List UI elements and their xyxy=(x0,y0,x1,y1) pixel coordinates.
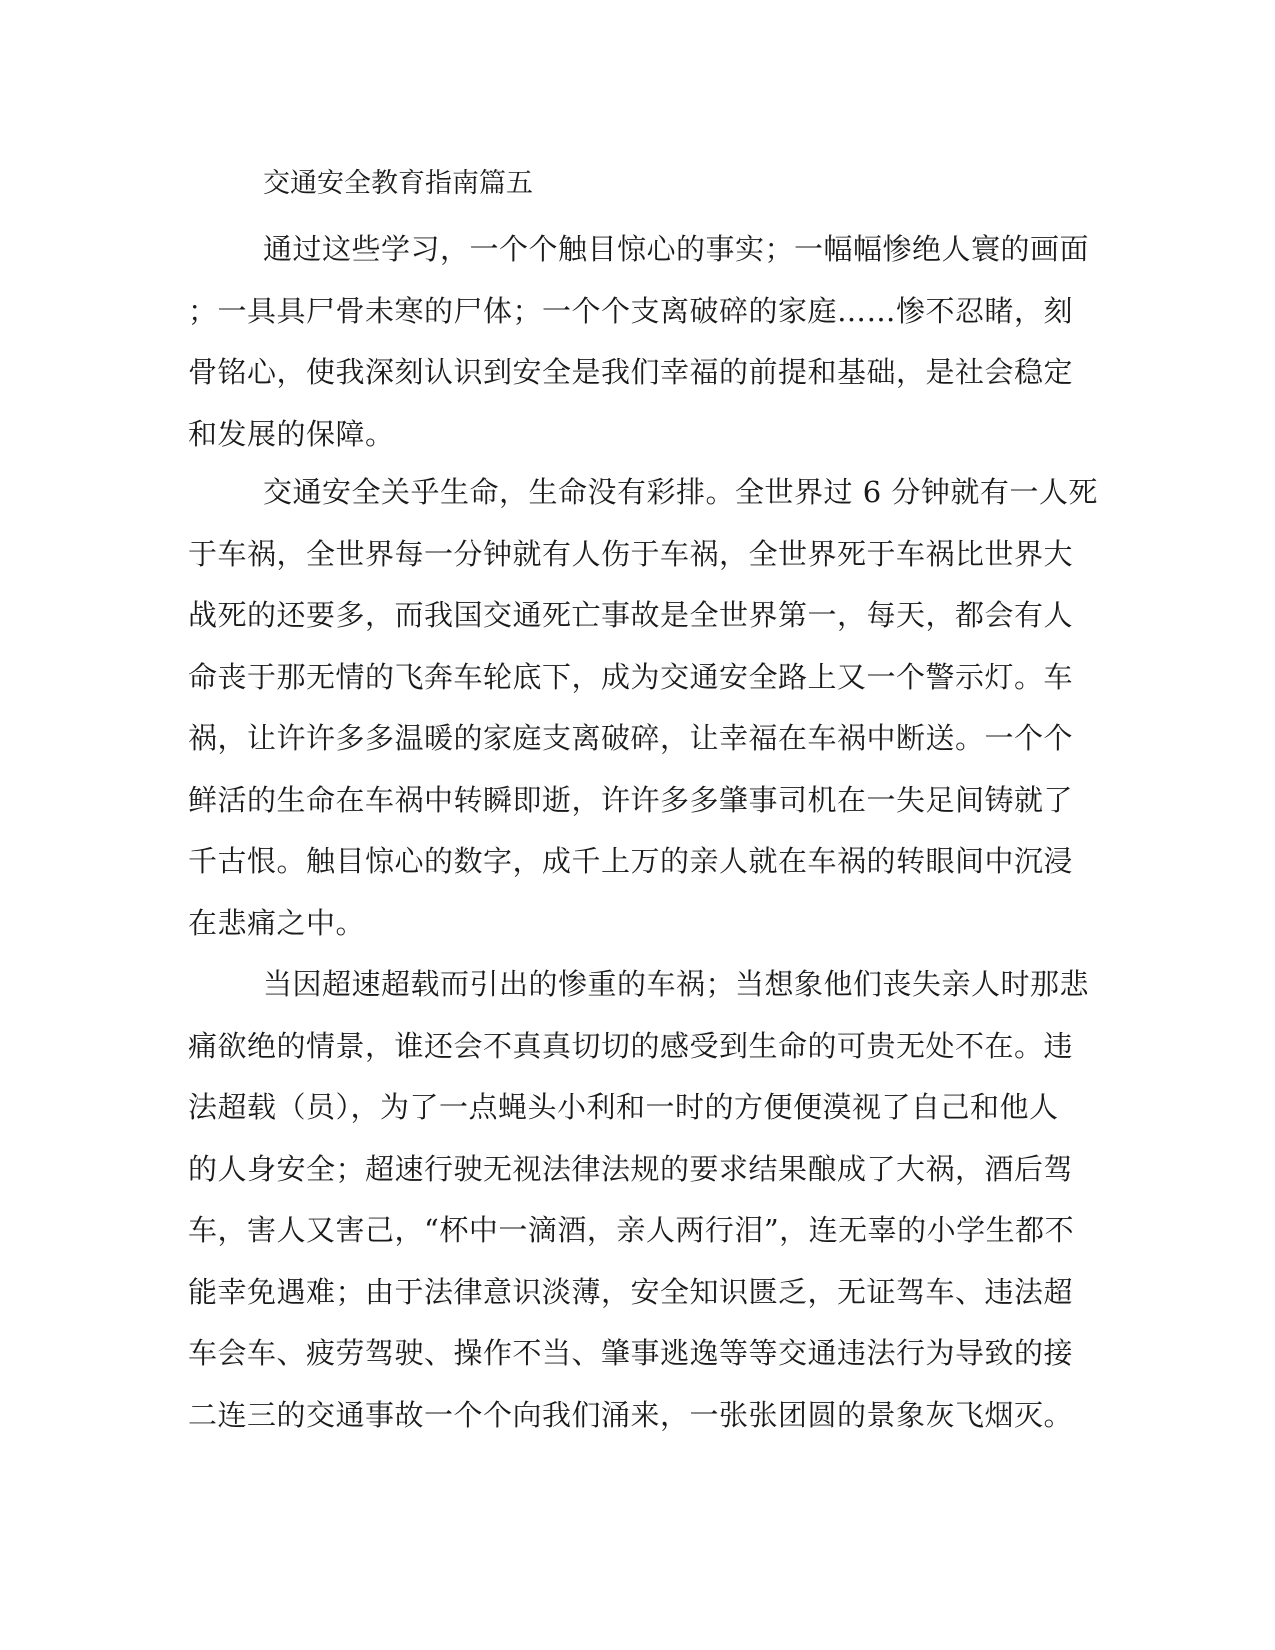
paragraph-line: ；一具具尸骨未寒的尸体；一个个支离破碎的家庭……惨不忍睹，刻 xyxy=(188,293,1074,328)
paragraph-line: 和发展的保障。 xyxy=(188,416,395,451)
paragraph-3 xyxy=(188,966,1090,1458)
paragraph-line: 交通安全关乎生命，生命没有彩排。全世界过 6 分钟就有一人死 xyxy=(263,475,1098,509)
paragraph-line: 能幸免遇难；由于法律意识淡薄，安全知识匮乏，无证驾车、违法超 xyxy=(188,1274,1074,1309)
paragraph-line: 的人身安全；超速行驶无视法律法规的要求结果酿成了大祸，酒后驾 xyxy=(188,1151,1074,1186)
paragraph-line: 千古恨。触目惊心的数字，成千上万的亲人就在车祸的转眼间中沉浸 xyxy=(188,844,1074,878)
paragraph-line: 骨铭心，使我深刻认识到安全是我们幸福的前提和基础，是社会稳定 xyxy=(188,355,1074,389)
paragraph-line: 鲜活的生命在车祸中转瞬即逝，许许多多肇事司机在一失足间铸就了 xyxy=(188,782,1074,817)
paragraph-line: 车，害人又害己，“杯中一滴酒，亲人两行泪”，连无辜的小学生都不 xyxy=(188,1213,1075,1247)
paragraph-line: 通过这些学习，一个个触目惊心的事实；一幅幅惨绝人寰的画面 xyxy=(263,232,1090,266)
paragraph-line: 车会车、疲劳驾驶、操作不当、肇事逃逸等等交通违法行为导致的接 xyxy=(188,1336,1074,1370)
paragraph-line: 二连三的交通事故一个个向我们涌来，一张张团圆的景象灰飞烟灭。 xyxy=(188,1397,1074,1432)
paragraph-line: 于车祸，全世界每一分钟就有人伤于车祸，全世界死于车祸比世界大 xyxy=(188,536,1074,571)
document-title: 交通安全教育指南篇五 xyxy=(263,168,533,199)
paragraph-line: 祸，让许许多多温暖的家庭支离破碎，让幸福在车祸中断送。一个个 xyxy=(188,721,1074,755)
paragraph-line: 在悲痛之中。 xyxy=(188,905,366,940)
paragraph-line: 战死的还要多，而我国交通死亡事故是全世界第一，每天，都会有人 xyxy=(188,598,1074,632)
paragraph-line: 当因超速超载而引出的惨重的车祸；当想象他们丧失亲人时那悲 xyxy=(263,967,1090,1001)
paragraph-line: 痛欲绝的情景，谁还会不真真切切的感受到生命的可贵无处不在。违 xyxy=(188,1028,1074,1063)
paragraph-1 xyxy=(188,231,1090,477)
paragraph-line: 命丧于那无情的飞奔车轮底下，成为交通安全路上又一个警示灯。车 xyxy=(188,659,1074,694)
paragraph-2 xyxy=(188,474,1098,966)
paragraph-line: 法超载（员），为了一点蝇头小利和一时的方便便漠视了自己和他人 xyxy=(188,1090,1059,1124)
